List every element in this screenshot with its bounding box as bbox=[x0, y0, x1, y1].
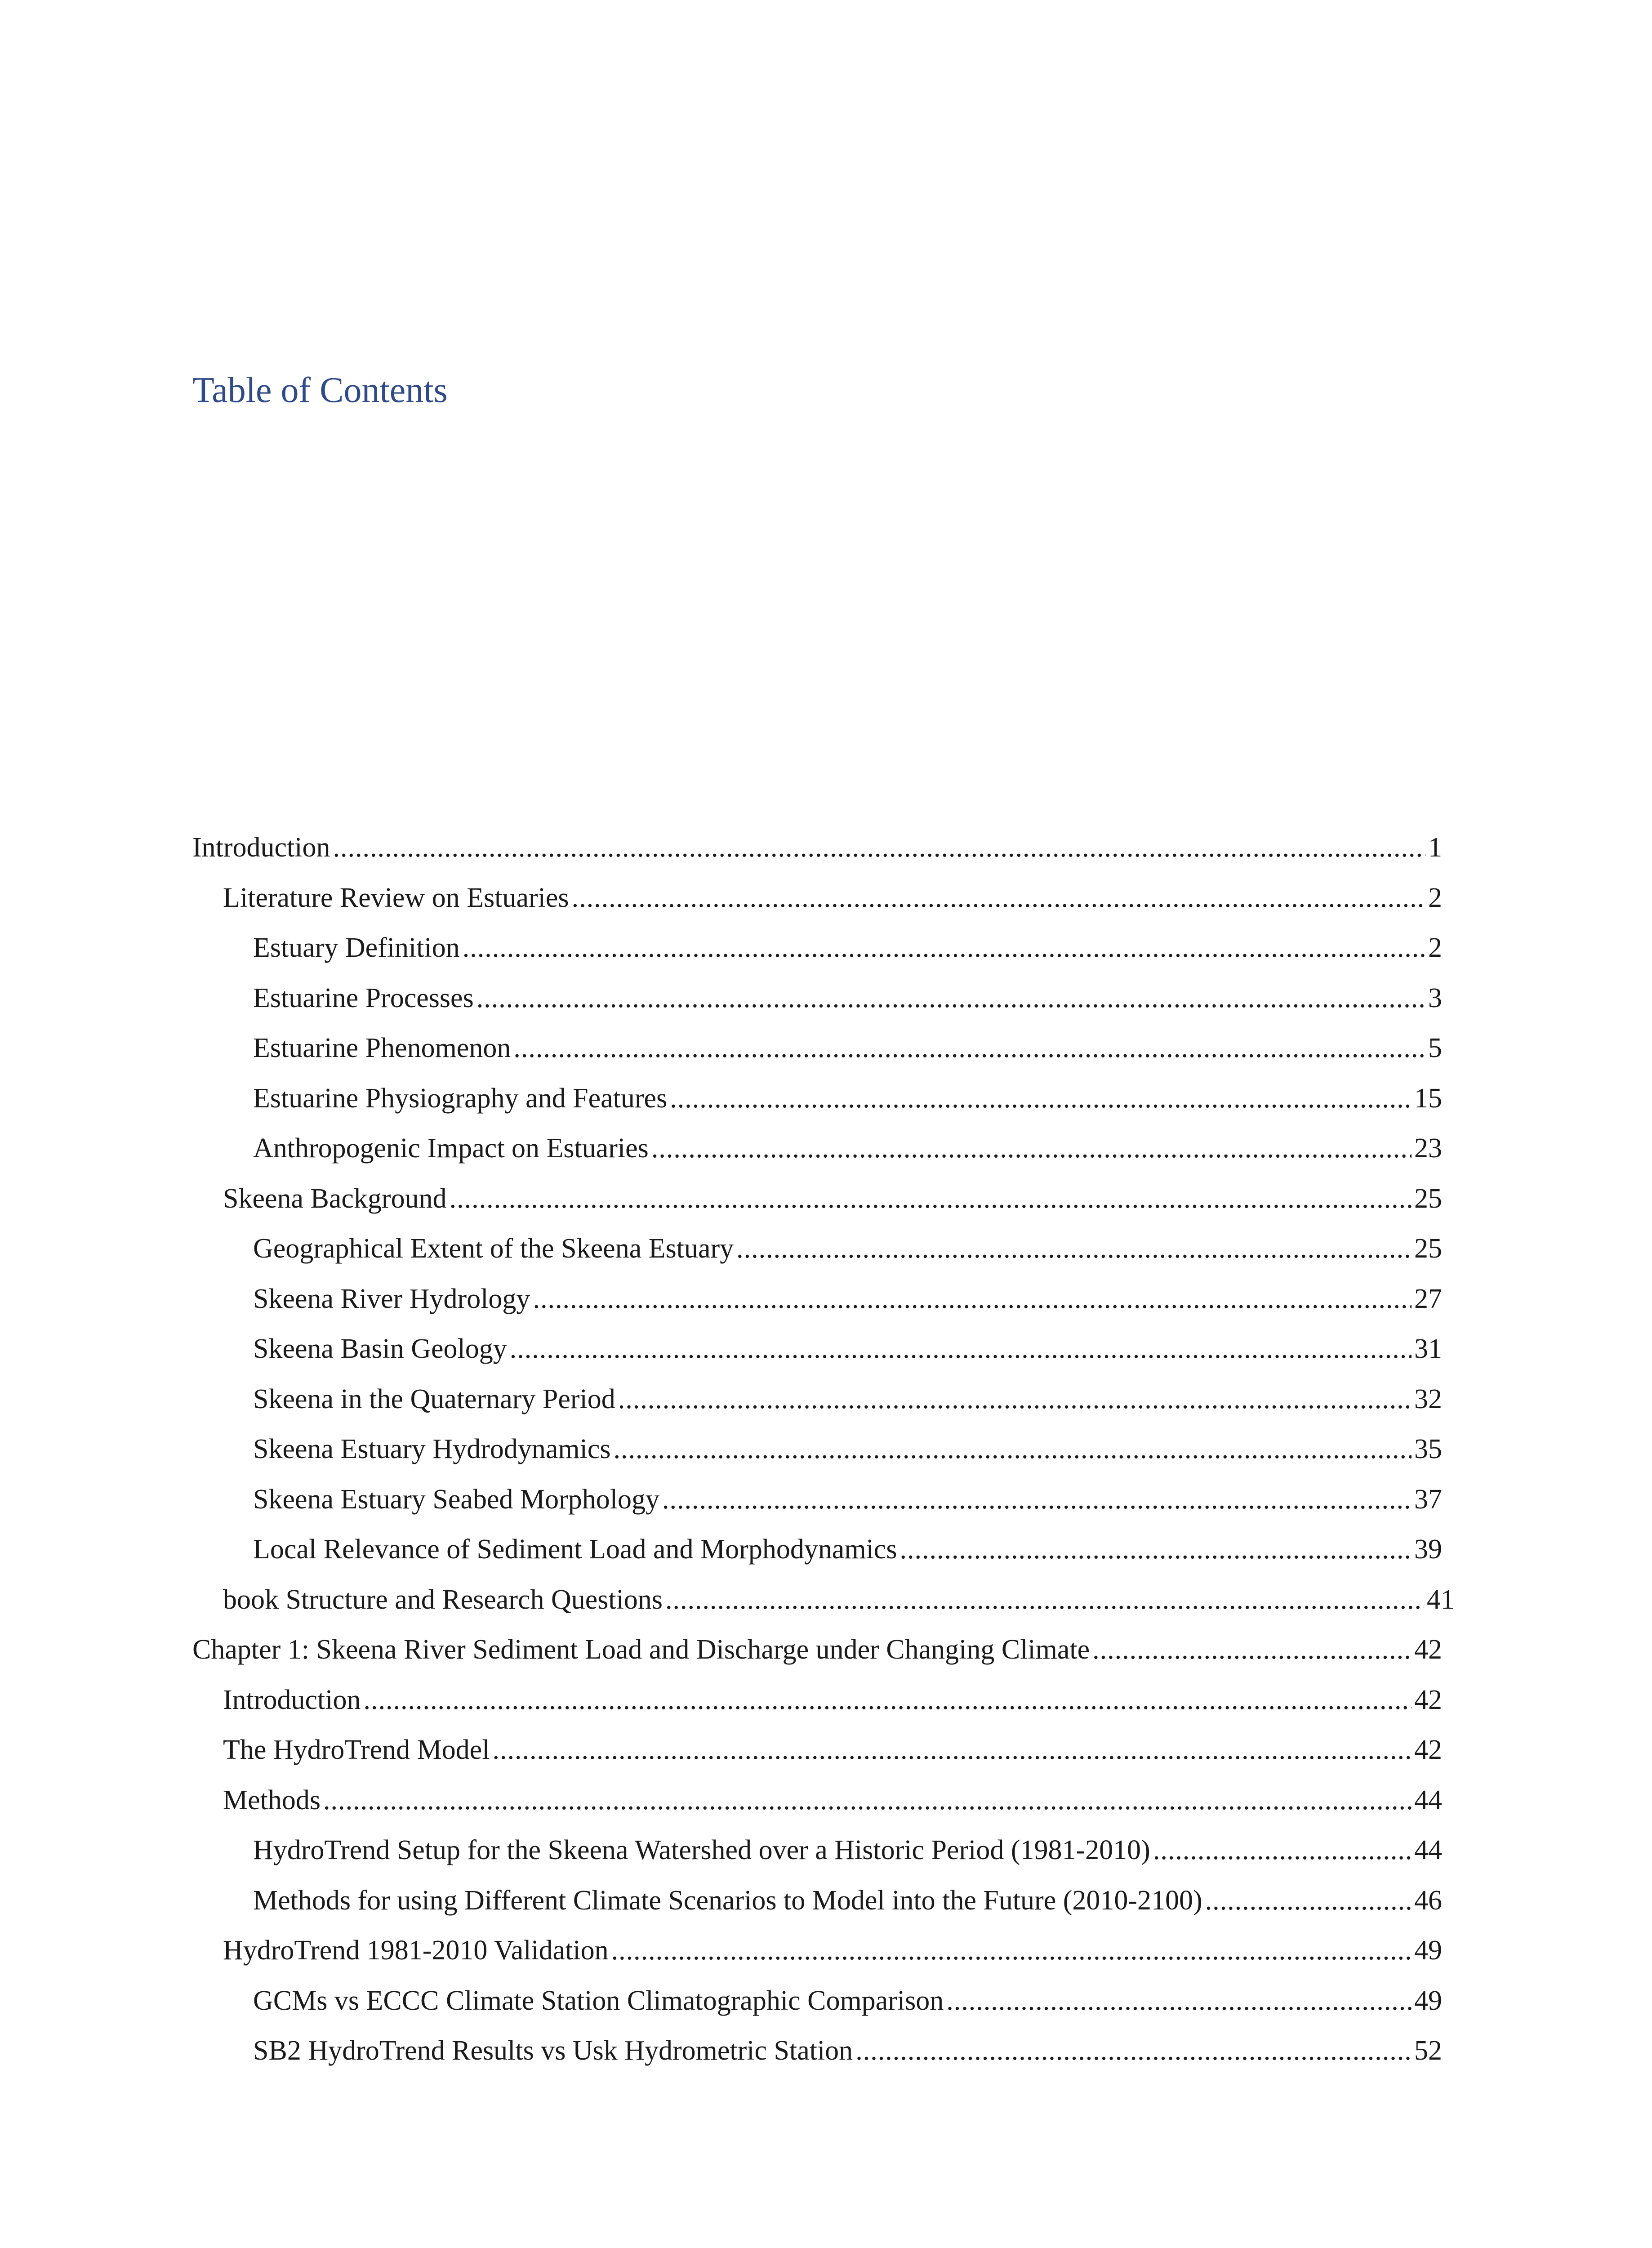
toc-leader bbox=[651, 1124, 1412, 1174]
toc-entry-title: Skeena River Hydrology bbox=[253, 1283, 530, 1314]
toc-entry-title: The HydroTrend Model bbox=[223, 1735, 490, 1765]
toc-entry-page: 5 bbox=[1428, 1033, 1442, 1063]
toc-entry-page: 23 bbox=[1414, 1133, 1442, 1164]
toc-entry-page: 15 bbox=[1414, 1083, 1442, 1114]
toc-leader bbox=[476, 973, 1425, 1024]
toc-entry-page: 32 bbox=[1414, 1383, 1442, 1414]
toc-leader bbox=[333, 823, 1426, 873]
toc-entry-title: Estuary Definition bbox=[253, 932, 460, 963]
toc-entry[interactable] bbox=[192, 1224, 1442, 1274]
toc-entry[interactable] bbox=[192, 1475, 1442, 1525]
toc-list bbox=[192, 823, 1455, 2076]
toc-entry[interactable] bbox=[192, 1174, 1442, 1224]
toc-entry-page: 44 bbox=[1414, 1784, 1442, 1815]
toc-leader bbox=[510, 1324, 1412, 1374]
toc-entry[interactable] bbox=[192, 1274, 1442, 1325]
toc-entry-page: 42 bbox=[1414, 1735, 1442, 1765]
toc-entry[interactable] bbox=[192, 923, 1442, 973]
toc-entry[interactable] bbox=[192, 1525, 1442, 1575]
toc-entry-page: 35 bbox=[1414, 1434, 1442, 1464]
toc-leader bbox=[463, 923, 1425, 973]
toc-leader bbox=[611, 1926, 1412, 1976]
toc-leader bbox=[1153, 1825, 1412, 1876]
toc-entry[interactable] bbox=[192, 1424, 1442, 1475]
toc-entry[interactable] bbox=[192, 1976, 1442, 2026]
toc-entry[interactable] bbox=[192, 1625, 1442, 1675]
toc-leader bbox=[323, 1775, 1412, 1826]
toc-entry-page: 27 bbox=[1414, 1283, 1442, 1314]
toc-entry[interactable] bbox=[192, 1775, 1442, 1826]
toc-entry[interactable] bbox=[192, 973, 1442, 1024]
toc-entry-page: 39 bbox=[1414, 1534, 1442, 1565]
toc-entry-title: Literature Review on Estuaries bbox=[223, 882, 569, 913]
toc-entry[interactable] bbox=[192, 1374, 1442, 1425]
toc-entry[interactable] bbox=[192, 1074, 1442, 1124]
toc-entry-title: Introduction bbox=[223, 1684, 361, 1715]
toc-entry-page: 49 bbox=[1414, 1935, 1442, 1966]
toc-entry-page: 42 bbox=[1414, 1684, 1442, 1715]
toc-entry[interactable] bbox=[192, 1023, 1442, 1074]
toc-entry-page: 25 bbox=[1414, 1233, 1442, 1264]
toc-entry-title: Geographical Extent of the Skeena Estuary bbox=[253, 1233, 734, 1264]
toc-entry-title: Skeena Basin Geology bbox=[253, 1334, 507, 1364]
toc-entry-title: Skeena Estuary Hydrodynamics bbox=[253, 1434, 611, 1464]
toc-entry[interactable] bbox=[192, 2026, 1442, 2076]
toc-entry-page: 49 bbox=[1414, 1985, 1442, 2016]
toc-entry-page: 25 bbox=[1414, 1183, 1442, 1214]
toc-entry[interactable] bbox=[192, 1725, 1442, 1775]
toc-entry-title: Skeena Background bbox=[223, 1183, 447, 1214]
toc-leader bbox=[662, 1475, 1412, 1525]
toc-entry-page: 3 bbox=[1428, 982, 1442, 1013]
toc-leader bbox=[613, 1424, 1412, 1475]
toc-entry-page: 2 bbox=[1428, 882, 1442, 913]
toc-entry[interactable] bbox=[192, 1124, 1442, 1174]
toc-entry-title: Chapter 1: Skeena River Sediment Load and Discharge under Changing Climate bbox=[192, 1634, 1090, 1665]
toc-entry[interactable] bbox=[192, 1575, 1455, 1625]
toc-entry-title: Local Relevance of Sediment Load and Morphodynamics bbox=[253, 1534, 897, 1565]
toc-entry-page: 42 bbox=[1414, 1634, 1442, 1665]
toc-entry-title: GCMs vs ECCC Climate Station Climatographic Comparison bbox=[253, 1985, 944, 2016]
toc-entry[interactable] bbox=[192, 823, 1442, 873]
toc-leader bbox=[450, 1174, 1412, 1224]
toc-entry-page: 41 bbox=[1427, 1584, 1455, 1615]
toc-leader bbox=[855, 2026, 1412, 2076]
toc-leader bbox=[572, 873, 1425, 923]
toc-heading: Table of Contents bbox=[192, 370, 448, 410]
toc-leader bbox=[946, 1976, 1412, 2026]
toc-leader bbox=[899, 1525, 1412, 1575]
toc-entry-title: Methods bbox=[223, 1784, 321, 1815]
toc-entry-page: 46 bbox=[1414, 1885, 1442, 1916]
toc-entry-title: Estuarine Phenomenon bbox=[253, 1033, 511, 1063]
toc-leader bbox=[513, 1023, 1425, 1074]
toc-leader bbox=[1205, 1876, 1412, 1926]
toc-leader bbox=[670, 1074, 1412, 1124]
toc-entry-page: 52 bbox=[1414, 2035, 1442, 2066]
toc-entry-page: 37 bbox=[1414, 1484, 1442, 1515]
toc-entry-title: Estuarine Processes bbox=[253, 982, 474, 1013]
toc-entry-title: HydroTrend 1981-2010 Validation bbox=[223, 1935, 609, 1966]
toc-leader bbox=[533, 1274, 1412, 1325]
toc-entry-page: 44 bbox=[1414, 1835, 1442, 1865]
toc-entry[interactable] bbox=[192, 1876, 1442, 1926]
toc-entry[interactable] bbox=[192, 873, 1442, 923]
toc-entry-page: 2 bbox=[1428, 932, 1442, 963]
toc-leader bbox=[364, 1675, 1412, 1726]
toc-entry-title: Introduction bbox=[192, 832, 330, 863]
toc-entry-title: SB2 HydroTrend Results vs Usk Hydrometric Station bbox=[253, 2035, 853, 2066]
toc-entry-title: HydroTrend Setup for the Skeena Watershed over a Historic Period (1981-2010) bbox=[253, 1835, 1150, 1865]
toc-leader bbox=[665, 1575, 1424, 1625]
toc-entry-title: Estuarine Physiography and Features bbox=[253, 1083, 668, 1114]
toc-entry[interactable] bbox=[192, 1324, 1442, 1374]
toc-entry-page: 31 bbox=[1414, 1334, 1442, 1364]
toc-entry-title: book Structure and Research Questions bbox=[223, 1584, 663, 1615]
toc-entry[interactable] bbox=[192, 1675, 1442, 1726]
toc-entry-title: Skeena Estuary Seabed Morphology bbox=[253, 1484, 659, 1515]
toc-leader bbox=[736, 1224, 1412, 1274]
toc-entry-page: 1 bbox=[1428, 832, 1442, 863]
toc-leader bbox=[493, 1725, 1412, 1775]
toc-leader bbox=[1092, 1625, 1412, 1675]
toc-entry-title: Methods for using Different Climate Scenarios to Model into the Future (2010-2100) bbox=[253, 1885, 1202, 1916]
toc-entry[interactable] bbox=[192, 1926, 1442, 1976]
toc-leader bbox=[618, 1374, 1412, 1425]
toc-entry-title: Skeena in the Quaternary Period bbox=[253, 1383, 615, 1414]
toc-entry-title: Anthropogenic Impact on Estuaries bbox=[253, 1133, 649, 1164]
toc-entry[interactable] bbox=[192, 1825, 1442, 1876]
